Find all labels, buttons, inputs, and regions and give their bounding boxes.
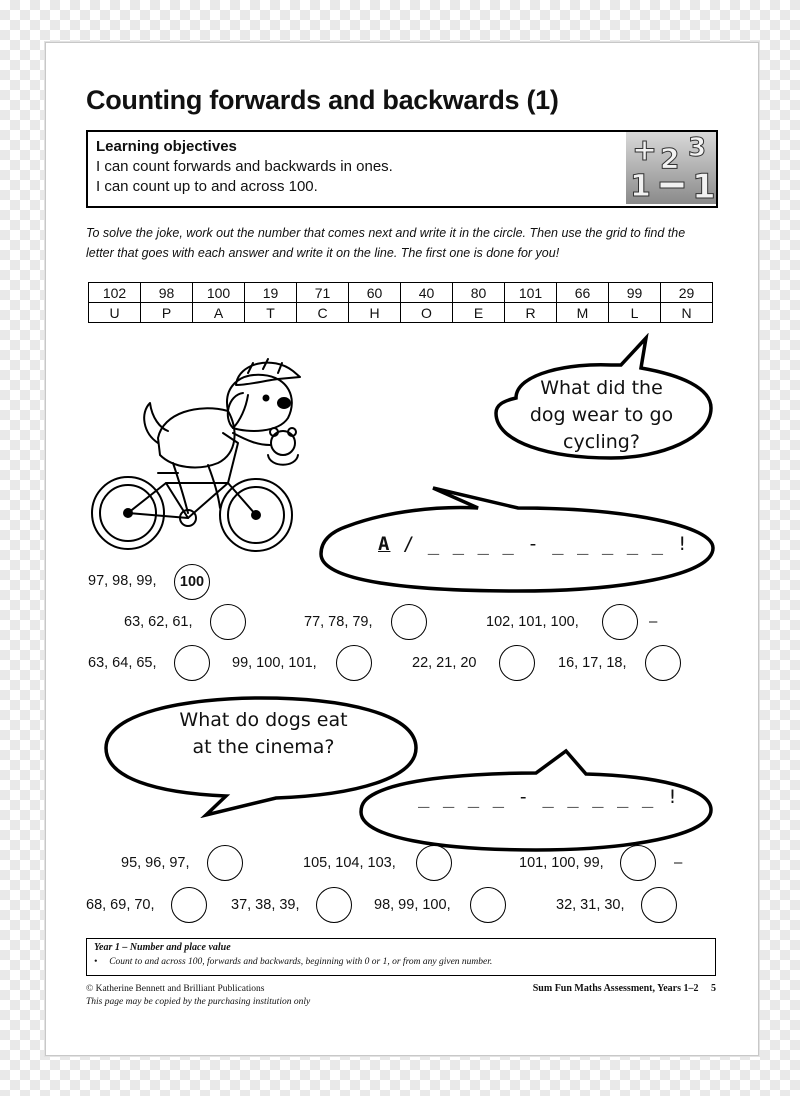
sequence-3: 77, 78, 79, bbox=[304, 614, 373, 630]
sequence-13: 37, 38, 39, bbox=[231, 897, 300, 913]
sequence-5: 63, 64, 65, bbox=[88, 655, 157, 671]
svg-text:1: 1 bbox=[630, 169, 651, 204]
code-grid-letters-row bbox=[89, 303, 713, 323]
answer-circle[interactable] bbox=[207, 845, 243, 881]
sequence-1: 97, 98, 99, bbox=[88, 573, 157, 589]
answer-circle[interactable] bbox=[641, 887, 677, 923]
code-number: 66 bbox=[557, 283, 609, 303]
code-letter: P bbox=[141, 303, 193, 323]
sequence-11: 101, 100, 99, bbox=[519, 855, 604, 871]
answer-circle[interactable] bbox=[602, 604, 638, 640]
sequence-2: 63, 62, 61, bbox=[124, 614, 193, 630]
code-letter: O bbox=[401, 303, 453, 323]
curriculum-text: Count to and across 100, forwards and backwards, beginning with 0 or 1, or from any given number. bbox=[109, 957, 493, 967]
code-number: 99 bbox=[609, 283, 661, 303]
hyphen-marker: – bbox=[649, 613, 658, 630]
instructions-text: To solve the joke, work out the number that comes next and write it in the circle. Then use the grid to find the letter that goes with each answer and write it on the line. The first one is done for you! bbox=[86, 226, 686, 260]
copyright-block bbox=[86, 983, 310, 1009]
question-line: cycling? bbox=[563, 431, 640, 453]
book-reference bbox=[533, 983, 716, 994]
code-number: 29 bbox=[661, 283, 713, 303]
sequence-12: 68, 69, 70, bbox=[86, 897, 155, 913]
worksheet-page bbox=[45, 42, 759, 1056]
answer-circle[interactable] bbox=[620, 845, 656, 881]
copyright-text: © Katherine Bennett and Brilliant Publications bbox=[86, 984, 265, 994]
code-grid bbox=[88, 282, 713, 323]
answer-blanks: / _ _ _ _ - _ _ _ _ _ ! bbox=[390, 533, 689, 555]
sequence-8: 16, 17, 18, bbox=[558, 655, 627, 671]
sequence-4: 102, 101, 100, bbox=[486, 614, 579, 630]
hyphen-marker: – bbox=[674, 854, 683, 871]
learning-objectives-box bbox=[86, 130, 718, 208]
bullet-icon: • bbox=[94, 957, 98, 967]
code-letter: C bbox=[297, 303, 349, 323]
answer-circle[interactable] bbox=[171, 887, 207, 923]
numbers-icon bbox=[626, 132, 716, 204]
objectives-heading: Learning objectives bbox=[96, 138, 237, 155]
sequence-7: 22, 21, 20 bbox=[412, 655, 477, 671]
sequence-6: 99, 100, 101, bbox=[232, 655, 317, 671]
curriculum-item bbox=[94, 957, 492, 967]
svg-text:1: 1 bbox=[692, 167, 716, 204]
answer-circle[interactable] bbox=[316, 887, 352, 923]
code-number: 71 bbox=[297, 283, 349, 303]
objective-item: I can count forwards and backwards in ones. bbox=[96, 158, 393, 175]
code-letter: U bbox=[89, 303, 141, 323]
answer-first-letter: A bbox=[378, 533, 391, 555]
joke-1-question bbox=[514, 375, 689, 456]
code-number: 101 bbox=[505, 283, 557, 303]
sequence-14: 98, 99, 100, bbox=[374, 897, 451, 913]
answer-circle[interactable] bbox=[391, 604, 427, 640]
answer-circle[interactable]: 100 bbox=[174, 564, 210, 600]
sequence-10: 105, 104, 103, bbox=[303, 855, 396, 871]
code-grid-numbers-row bbox=[89, 283, 713, 303]
code-letter: A bbox=[193, 303, 245, 323]
answer-circle[interactable] bbox=[645, 645, 681, 681]
code-letter: E bbox=[453, 303, 505, 323]
svg-text:2: 2 bbox=[660, 142, 680, 175]
code-letter: M bbox=[557, 303, 609, 323]
code-letter: R bbox=[505, 303, 557, 323]
question-line: What did the bbox=[540, 377, 663, 399]
code-number: 80 bbox=[453, 283, 505, 303]
curriculum-heading: Year 1 – Number and place value bbox=[94, 942, 231, 953]
answer-circle[interactable] bbox=[416, 845, 452, 881]
code-number: 40 bbox=[401, 283, 453, 303]
joke-1-answer-line bbox=[378, 533, 689, 555]
answer-circle[interactable] bbox=[470, 887, 506, 923]
sequence-15: 32, 31, 30, bbox=[556, 897, 625, 913]
sequence-9: 95, 96, 97, bbox=[121, 855, 190, 871]
code-letter: T bbox=[245, 303, 297, 323]
svg-text:+: + bbox=[632, 133, 658, 168]
code-letter: L bbox=[609, 303, 661, 323]
question-line: What do dogs eat bbox=[179, 709, 348, 731]
code-number: 60 bbox=[349, 283, 401, 303]
answer-circle[interactable] bbox=[499, 645, 535, 681]
code-number: 98 bbox=[141, 283, 193, 303]
joke-2-answer-line: _ _ _ _ - _ _ _ _ _ ! bbox=[418, 786, 680, 808]
joke-2-question bbox=[146, 707, 381, 761]
question-line: dog wear to go bbox=[529, 404, 674, 426]
page-title: Counting forwards and backwards (1) bbox=[86, 85, 559, 115]
copy-permission-text: This page may be copied by the purchasing institution only bbox=[86, 997, 311, 1007]
code-letter: H bbox=[349, 303, 401, 323]
objective-item: I can count up to and across 100. bbox=[96, 178, 318, 195]
answer-circle[interactable] bbox=[336, 645, 372, 681]
code-number: 19 bbox=[245, 283, 297, 303]
answer-circle[interactable] bbox=[210, 604, 246, 640]
book-title: Sum Fun Maths Assessment, Years 1–2 bbox=[532, 983, 699, 994]
answer-circle[interactable] bbox=[174, 645, 210, 681]
curriculum-box bbox=[86, 938, 716, 976]
code-letter: N bbox=[661, 303, 713, 323]
page-number: 5 bbox=[711, 983, 716, 994]
dog-on-bicycle-illustration bbox=[88, 333, 313, 563]
question-line: at the cinema? bbox=[192, 736, 335, 758]
svg-text:3: 3 bbox=[688, 133, 707, 163]
code-number: 102 bbox=[89, 283, 141, 303]
code-number: 100 bbox=[193, 283, 245, 303]
